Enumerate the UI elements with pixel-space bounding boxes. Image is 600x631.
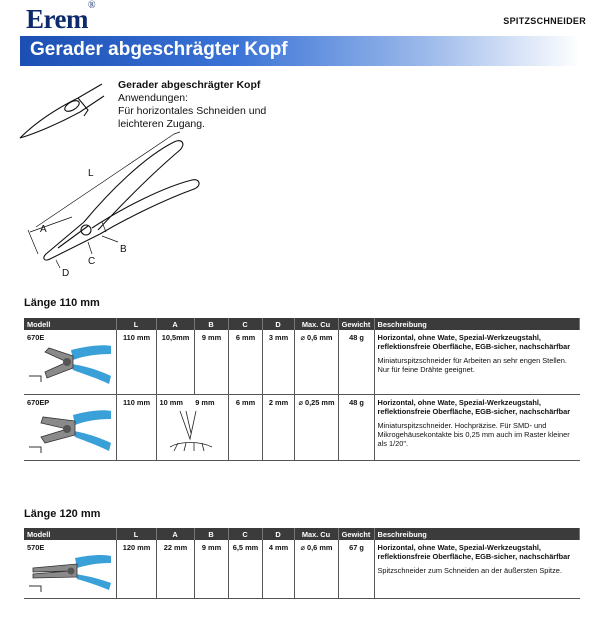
model-code: 670EP (27, 397, 50, 407)
description-bold: Horizontal, ohne Wate, Spezial-Werkzeugstahl, reflektionsfreie Oberfläche, EGB-sicher, nachschärfbar (377, 333, 571, 351)
cell-L: 110 mm (116, 330, 156, 394)
section-title: Länge 110 mm (24, 297, 100, 309)
cell-C: 6 mm (228, 330, 262, 394)
table-header-row (24, 528, 580, 540)
dim-label-C: C (88, 256, 96, 267)
dim-label-L: L (88, 168, 94, 179)
plier-photo-icon (27, 552, 111, 594)
col-header: Beschreibung (374, 318, 580, 330)
brand-logo: Erem® (26, 0, 96, 34)
cell-max-cu: ⌀ 0,6 mm (294, 540, 338, 599)
spec-table-110 (24, 318, 580, 461)
table-row (24, 330, 580, 394)
cell-max-cu: ⌀ 0,6 mm (294, 330, 338, 394)
category-label: SPITZSCHNEIDER (503, 16, 586, 26)
table-header-row (24, 318, 580, 330)
col-header: Modell (24, 318, 116, 330)
description-bold: Horizontal, ohne Wate, Spezial-Werkzeugstahl, reflektionsfreie Oberfläche, EGB-sicher, nachschärfbar (377, 397, 571, 416)
intro-line: leichteren Zugang. (118, 118, 205, 130)
intro-line: Für horizontales Schneiden und (118, 105, 267, 117)
table-row (24, 540, 580, 599)
cutting-sketch-icon (160, 409, 220, 453)
col-header: C (228, 318, 262, 330)
dim-label-B: B (120, 244, 127, 255)
model-code: 670E (27, 333, 45, 342)
cell-D: 3 mm (262, 330, 294, 394)
col-header: Gewicht (338, 318, 374, 330)
cell-description (374, 330, 580, 394)
cell-max-cu: ⌀ 0,25 mm (294, 394, 338, 460)
plier-photo-icon (27, 342, 111, 388)
col-header: L (116, 318, 156, 330)
cell-weight: 48 g (338, 394, 374, 460)
spec-table-120 (24, 528, 580, 599)
cell-C: 6,5 mm (228, 540, 262, 599)
col-header: Max. Cu (294, 528, 338, 540)
cell-D: 2 mm (262, 394, 294, 460)
col-header: D (262, 318, 294, 330)
col-header: D (262, 528, 294, 540)
cell-D: 4 mm (262, 540, 294, 599)
plier-photo-icon (27, 407, 111, 455)
description-text: Miniaturspitzschneider für Arbeiten an sehr engen Stellen. Nur für feine Drähte geeignet. (377, 356, 567, 374)
cell-L: 110 mm (116, 394, 156, 460)
cell-B-value: 9 mm (195, 397, 215, 407)
dim-label-A: A (40, 224, 47, 235)
col-header: B (194, 318, 228, 330)
cell-A-value: 10 mm (159, 397, 183, 407)
page-title: Gerader abgeschrägter Kopf (30, 39, 288, 60)
cell-A: 10,5mm (156, 330, 194, 394)
col-header: L (116, 528, 156, 540)
model-code: 570E (27, 543, 45, 552)
col-header: Modell (24, 528, 116, 540)
col-header: B (194, 528, 228, 540)
cell-A (156, 394, 228, 460)
cell-weight: 67 g (338, 540, 374, 599)
model-cell (24, 394, 116, 460)
cell-C: 6 mm (228, 394, 262, 460)
title-bar (20, 36, 580, 66)
col-header: A (156, 318, 194, 330)
description-text: Spitzschneider zum Schneiden an der äußersten Spitze. (377, 566, 562, 575)
col-header: Gewicht (338, 528, 374, 540)
intro-description (118, 79, 266, 131)
col-header: Max. Cu (294, 318, 338, 330)
col-header: Beschreibung (374, 528, 580, 540)
cell-A: 22 mm (156, 540, 194, 599)
cell-L: 120 mm (116, 540, 156, 599)
model-cell (24, 330, 116, 394)
cell-B: 9 mm (194, 540, 228, 599)
col-header: A (156, 528, 194, 540)
col-header: C (228, 528, 262, 540)
intro-heading: Gerader abgeschrägter Kopf (118, 79, 261, 91)
cell-B: 9 mm (194, 330, 228, 394)
description-text: Miniaturspitzschneider. Hochpräzise. Für SMD- und Mikrogehäusekontakte bis 0,25 mm auch im Raster kleiner als 1/20". (377, 420, 570, 448)
section-title: Länge 120 mm (24, 508, 101, 520)
description-bold: Horizontal, ohne Wate, Spezial-Werkzeugstahl, reflektionsfreie Oberfläche, EGB-sicher, nachschärfbar (377, 543, 571, 561)
cell-weight: 48 g (338, 330, 374, 394)
intro-line: Anwendungen: (118, 92, 189, 104)
table-row (24, 394, 580, 460)
model-cell (24, 540, 116, 599)
cell-description (374, 540, 580, 599)
dim-label-D: D (62, 268, 70, 279)
cell-description (374, 394, 580, 460)
